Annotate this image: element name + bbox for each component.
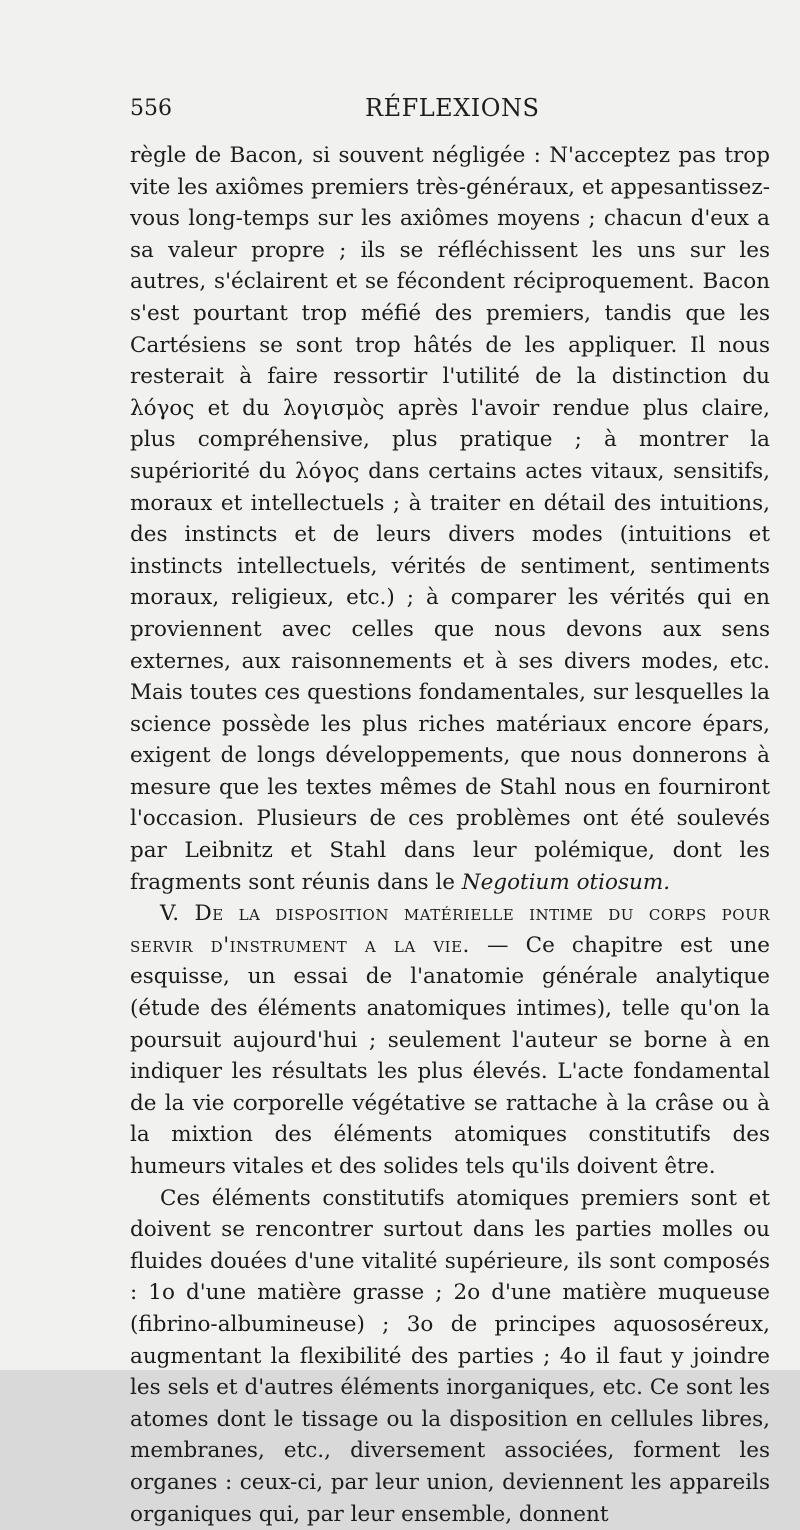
page-number: 556 bbox=[130, 96, 172, 121]
paragraph-text: Ces éléments constitutifs atomiques premiers sont et doivent se rencontrer surtout dans les parties molles ou fluides douées d'une vitalité supérieure, ils sont composés : 1o d'une matière grasse ; 2o d'une matière muqueuse (fibrino-albumineuse) ; 3o de principes aquososéreux, augmentant la flexibilité des parties ; 4o il faut y joindre les sels et d'autres éléments inorganiques, etc. Ce sont les atomes dont le tissage ou la disposition en cellules libres, membranes, etc., diversement associées, forment les organes : ceux-ci, par leur union, deviennent les appareils organiques qui, par leur ensemble, donnent bbox=[130, 1185, 770, 1527]
running-title: RÉFLEXIONS bbox=[365, 94, 540, 122]
page-header bbox=[130, 96, 770, 136]
section-paragraph bbox=[130, 898, 770, 1182]
section-body: — Ce chapitre est une esquisse, un essai de l'anatomie générale analytique (étude des éléments anatomiques intimes), telle qu'on la poursuit aujourd'hui ; seulement l'auteur se borne à en indiquer les résultats les plus élevés. L'acte fondamental de la vie corporelle végétative se rattache à la crâse ou à la mixtion des éléments atomiques constitutifs des humeurs vitales et des solides tels qu'ils doivent être. bbox=[130, 932, 770, 1179]
paragraph bbox=[130, 140, 770, 898]
section-heading: V. De la disposition matérielle intime du corps pour servir d'instrument a la vie. bbox=[130, 901, 770, 958]
body-text bbox=[130, 140, 770, 1530]
paragraph-text: règle de Bacon, si souvent négligée : N'acceptez pas trop vite les axiômes premiers très-généraux, et appesantissez-vous long-temps sur les axiômes moyens ; chacun d'eux a sa valeur propre ; ils se réfléchissent les uns sur les autres, s'éclairent et se fécondent réciproquement. Bacon s'est pourtant trop méfié des premiers, tandis que les Cartésiens se sont trop hâtés de les appliquer. Il nous resterait à faire ressortir l'utilité de la distinction du λόγος et du λογισμὸς après l'avoir rendue plus claire, plus compréhensive, plus pratique ; à montrer la supériorité du λόγος dans certains actes vitaux, sensitifs, moraux et intellectuels ; à traiter en détail des intuitions, des instincts et de leurs divers modes (intuitions et instincts intellectuels, vérités de sentiment, sentiments moraux, religieux, etc.) ; à comparer les vérités qui en proviennent avec celles que nous devons aux sens externes, aux raisonnements et à ses divers modes, etc. Mais toutes ces questions fondamentales, sur lesquelles la science possède les plus riches matériaux encore épars, exigent de longs développements, que nous donnerons à mesure que les textes mêmes de Stahl nous en fourniront l'occasion. Plusieurs de ces problèmes ont été soulevés par Leibnitz et Stahl dans leur polémique, dont les fragments sont réunis dans le bbox=[130, 143, 770, 895]
book-title-italic: Negotium otiosum. bbox=[461, 869, 671, 895]
paragraph bbox=[130, 1183, 770, 1530]
